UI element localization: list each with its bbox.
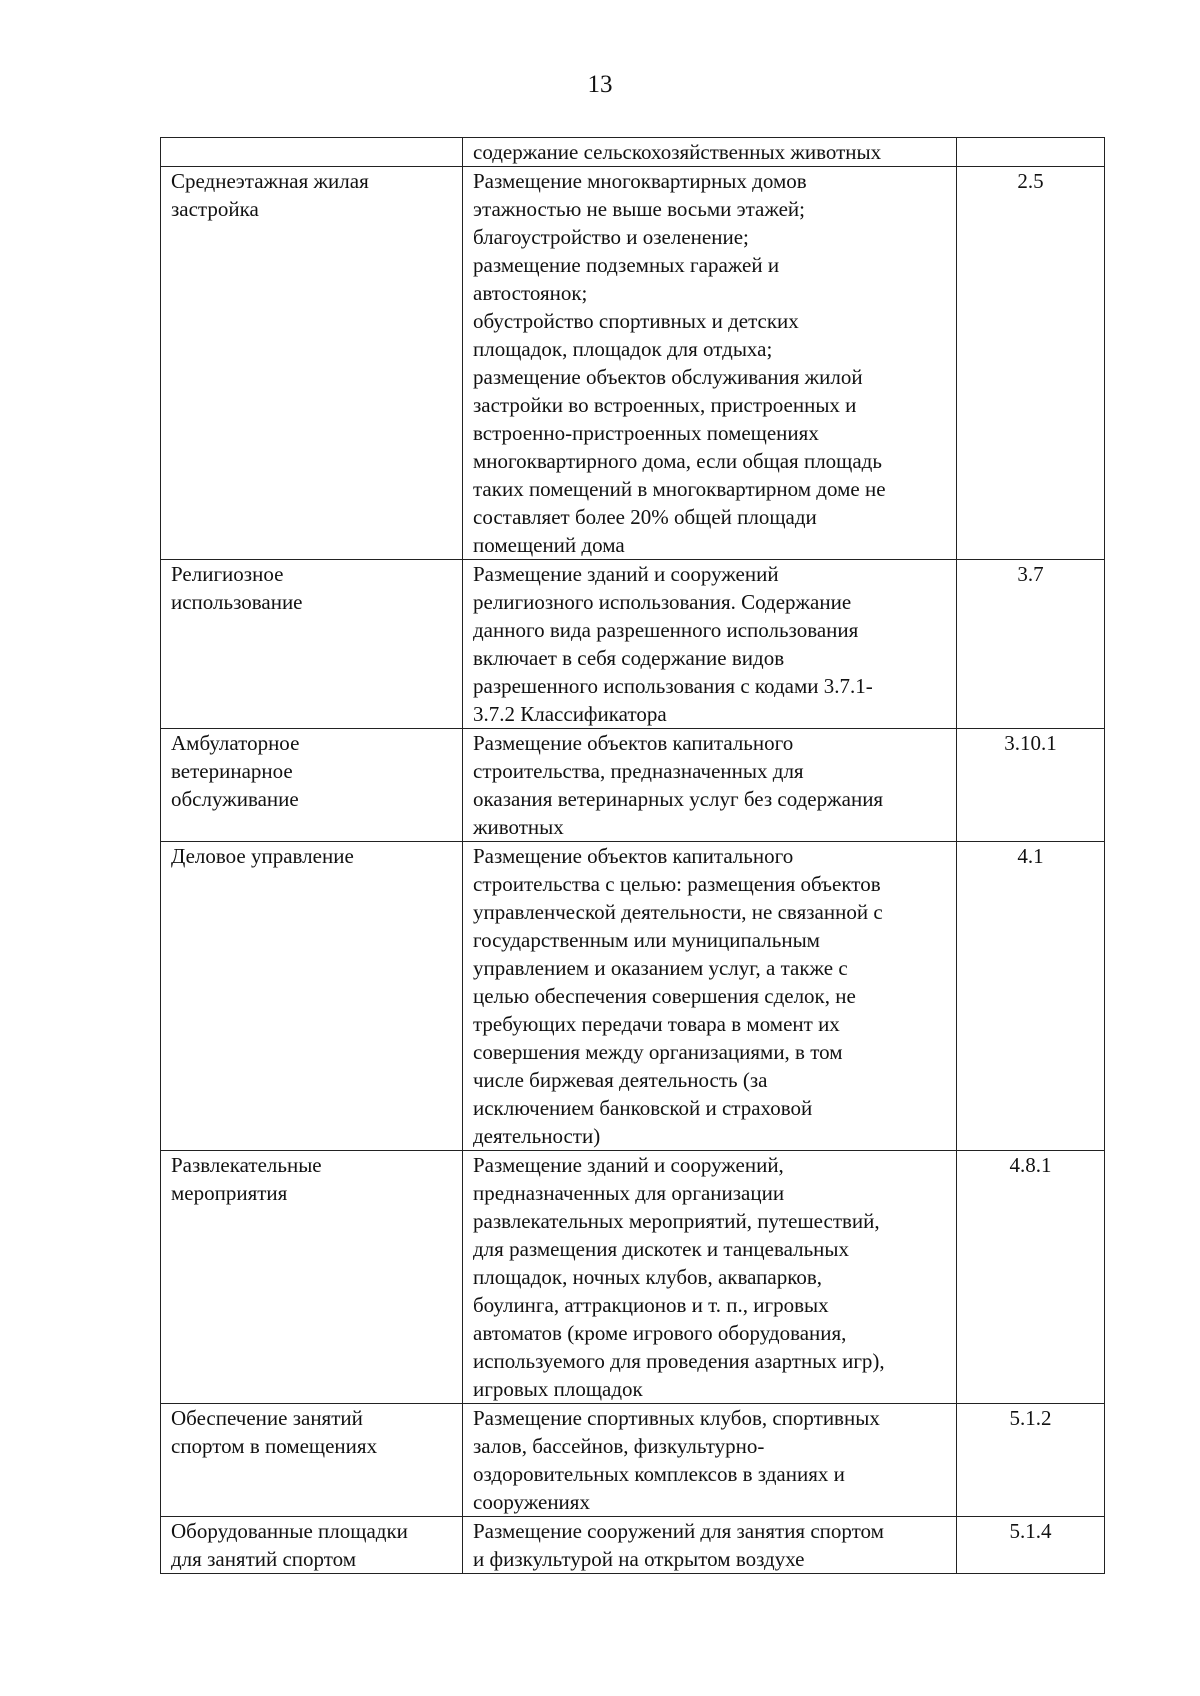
text-line: помещений дома — [473, 533, 625, 557]
name-cell — [161, 138, 463, 167]
text-line: для занятий спортом — [171, 1547, 357, 1571]
text-line: обустройство спортивных и детских — [473, 309, 799, 333]
text-line: Размещение многоквартирных домов — [473, 169, 807, 193]
land-use-table — [160, 137, 1105, 1574]
text-line: религиозного использования. Содержание — [473, 590, 852, 614]
text-line: совершения между организациями, в том — [473, 1040, 843, 1064]
text-line: Среднеэтажная жилая — [171, 169, 369, 193]
text-line: застройки во встроенных, пристроенных и — [473, 393, 857, 417]
text-line: Оборудованные площадки — [171, 1519, 408, 1543]
text-line: площадок, ночных клубов, аквапарков, — [473, 1265, 823, 1289]
table-body — [161, 138, 1105, 1574]
text-line: строительства с целью: размещения объектов — [473, 872, 881, 896]
table-row — [161, 1151, 1105, 1404]
text-line: Размещение объектов капитального — [473, 844, 794, 868]
text-line: исключением банковской и страховой — [473, 1096, 813, 1120]
table-row — [161, 729, 1105, 842]
use-name-cell — [161, 1151, 463, 1404]
text-line: ветеринарное — [171, 759, 293, 783]
text-line: управлением и оказанием услуг, а также с — [473, 956, 848, 980]
use-code-cell: 5.1.4 — [957, 1517, 1105, 1574]
text-line: составляет более 20% общей площади — [473, 505, 817, 529]
use-name-cell — [161, 560, 463, 729]
use-description-cell — [463, 729, 957, 842]
text-line: оздоровительных комплексов в зданиях и — [473, 1462, 845, 1486]
use-name-cell — [161, 729, 463, 842]
text-line: залов, бассейнов, физкультурно- — [473, 1434, 765, 1458]
text-line: и физкультурой на открытом воздухе — [473, 1547, 805, 1571]
table-row — [161, 842, 1105, 1151]
text-line: боулинга, аттракционов и т. п., игровых — [473, 1293, 829, 1317]
text-line: развлекательных мероприятий, путешествий, — [473, 1209, 880, 1233]
text-line: оказания ветеринарных услуг без содержания — [473, 787, 884, 811]
use-description-cell — [463, 167, 957, 560]
text-line: использование — [171, 590, 303, 614]
text-line: данного вида разрешенного использования — [473, 618, 859, 642]
table-row — [161, 1404, 1105, 1517]
text-line: целью обеспечения совершения сделок, не — [473, 984, 856, 1008]
use-code-cell: 3.7 — [957, 560, 1105, 729]
text-line: государственным или муниципальным — [473, 928, 820, 952]
text-line: игровых площадок — [473, 1377, 643, 1401]
use-code-cell: 2.5 — [957, 167, 1105, 560]
use-description-cell — [463, 1404, 957, 1517]
text-line: размещение подземных гаражей и — [473, 253, 780, 277]
text-line: 3.7.2 Классификатора — [473, 702, 667, 726]
text-line: обслуживание — [171, 787, 299, 811]
use-description-cell — [463, 842, 957, 1151]
text-line: разрешенного использования с кодами 3.7.1- — [473, 674, 873, 698]
text-line: Размещение объектов капитального — [473, 731, 794, 755]
use-name-cell — [161, 167, 463, 560]
text-line: включает в себя содержание видов — [473, 646, 785, 670]
text-line: благоустройство и озеленение; — [473, 225, 749, 249]
text-line: площадок, площадок для отдыха; — [473, 337, 773, 361]
text-line: Размещение сооружений для занятия спортом — [473, 1519, 884, 1543]
text-line: Размещение спортивных клубов, спортивных — [473, 1406, 880, 1430]
use-description-cell — [463, 1517, 957, 1574]
use-code-cell: 4.1 — [957, 842, 1105, 1151]
use-name-cell — [161, 1517, 463, 1574]
text-line: застройка — [171, 197, 259, 221]
table-row — [161, 1517, 1105, 1574]
text-line: размещение объектов обслуживания жилой — [473, 365, 863, 389]
page-number: 13 — [587, 71, 613, 98]
text-line: Развлекательные — [171, 1153, 322, 1177]
text-line: Размещение зданий и сооружений, — [473, 1153, 784, 1177]
text-line: управленческой деятельности, не связанной с — [473, 900, 883, 924]
use-name-cell — [161, 842, 463, 1151]
text-line: Амбулаторное — [171, 731, 300, 755]
text-line: Деловое управление — [171, 844, 354, 868]
text-line: мероприятия — [171, 1181, 288, 1205]
text-line: автоматов (кроме игрового оборудования, — [473, 1321, 847, 1345]
text-line: предназначенных для организации — [473, 1181, 785, 1205]
text-line: используемого для проведения азартных игр), — [473, 1349, 885, 1373]
text-line: содержание сельскохозяйственных животных — [473, 140, 882, 164]
text-line: этажностью не выше восьми этажей; — [473, 197, 805, 221]
text-line: животных — [473, 815, 564, 839]
use-code-cell: 4.8.1 — [957, 1151, 1105, 1404]
text-line: деятельности) — [473, 1124, 601, 1148]
text-line: Размещение зданий и сооружений — [473, 562, 779, 586]
text-line: встроенно-пристроенных помещениях — [473, 421, 819, 445]
text-line: автостоянок; — [473, 281, 588, 305]
text-line: Обеспечение занятий — [171, 1406, 363, 1430]
text-line: Религиозное — [171, 562, 284, 586]
text-line: для размещения дискотек и танцевальных — [473, 1237, 850, 1261]
text-line: сооружениях — [473, 1490, 590, 1514]
text-line: многоквартирного дома, если общая площадь — [473, 449, 882, 473]
code-cell — [957, 138, 1105, 167]
use-description-cell — [463, 560, 957, 729]
use-code-cell: 5.1.2 — [957, 1404, 1105, 1517]
table-row-continuation — [161, 138, 1105, 167]
text-line: спортом в помещениях — [171, 1434, 378, 1458]
use-name-cell — [161, 1404, 463, 1517]
use-code-cell: 3.10.1 — [957, 729, 1105, 842]
table-row — [161, 167, 1105, 560]
text-line: требующих передачи товара в момент их — [473, 1012, 840, 1036]
text-line: строительства, предназначенных для — [473, 759, 804, 783]
use-description-cell — [463, 1151, 957, 1404]
description-cell — [463, 138, 957, 167]
table-row — [161, 560, 1105, 729]
text-line: таких помещений в многоквартирном доме не — [473, 477, 886, 501]
text-line: числе биржевая деятельность (за — [473, 1068, 768, 1092]
